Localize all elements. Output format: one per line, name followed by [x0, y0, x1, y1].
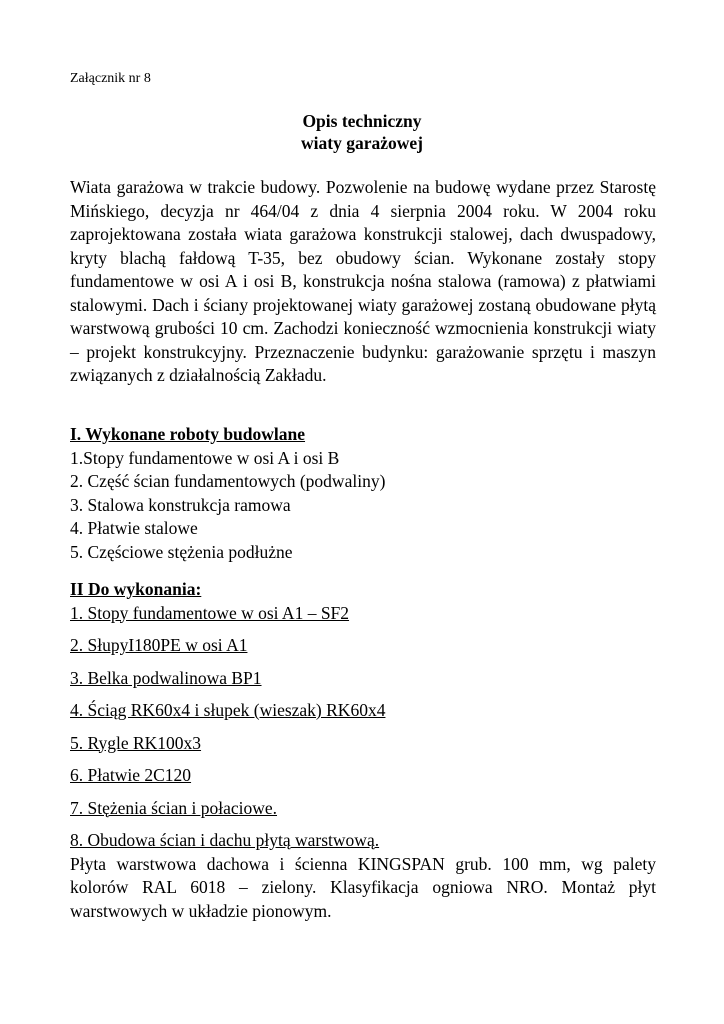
completed-item: 2. Część ścian fundamentowych (podwaliny) — [70, 471, 386, 491]
cladding-description: Płyta warstwowa dachowa i ścienna KINGSPAN grub. 100 mm, wg palety kolorów RAL 6018 – zielony. Klasyfikacja ogniowa NRO. Montaż płyt warstwowych w układzie pionowym. — [70, 853, 656, 921]
completed-item: 4. Płatwie stalowe — [70, 518, 198, 538]
todo-item: 1. Stopy fundamentowe w osi A1 – SF2 — [70, 602, 350, 623]
todo-item: 2. SłupyI180PE w osi A1 — [70, 635, 248, 655]
todo-item: 4. Ściąg RK60x4 i słupek (wieszak) RK60x4 — [70, 700, 386, 720]
title-line-2: wiaty garażowej — [301, 133, 423, 153]
completed-item: 1.Stopy fundamentowe w osi A i osi B — [70, 447, 340, 468]
todo-item: 6. Płatwie 2C120 — [70, 765, 192, 785]
section-1-heading: I. Wykonane roboty budowlane — [70, 424, 306, 444]
completed-item: 5. Częściowe stężenia podłużne — [70, 541, 293, 562]
todo-item: 3. Belka podwalinowa BP1 — [70, 667, 262, 688]
todo-item: 5. Rygle RK100x3 — [70, 732, 202, 753]
todo-item: 7. Stężenia ścian i połaciowe. — [70, 797, 278, 818]
title-line-1: Opis techniczny — [302, 111, 422, 131]
document-title — [0, 110, 724, 154]
section-2-heading: II Do wykonania: — [70, 579, 202, 599]
todo-item: 8. Obudowa ścian i dachu płytą warstwową. — [70, 830, 380, 850]
intro-paragraph: Wiata garażowa w trakcie budowy. Pozwolenie na budowę wydane przez Starostę Mińskiego, decyzja nr 464/04 z dnia 4 sierpnia 2004 roku. W 2004 roku zaprojektowana została wiata garażowa konstrukcji stalowej, dach dwuspadowy, kryty blachą fałdową T-35, bez obudowy ścian. Wykonane zostały stopy fundamentowe w osi A i osi B, konstrukcja nośna stalowa (ramowa) z płatwiami stalowymi. Dach i ściany projektowanej wiaty garażowej zostaną obudowane płytą warstwową grubości 10 cm. Zachodzi konieczność wzmocnienia konstrukcji wiaty – projekt konstrukcyjny. Przeznaczenie budynku: garażowanie sprzętu i maszyn związanych z działalnością Zakładu. — [70, 177, 656, 385]
completed-item: 3. Stalowa konstrukcja ramowa — [70, 494, 291, 515]
section-to-do — [70, 578, 656, 923]
annex-label: Załącznik nr 8 — [70, 71, 151, 86]
section-completed-works — [70, 423, 656, 564]
